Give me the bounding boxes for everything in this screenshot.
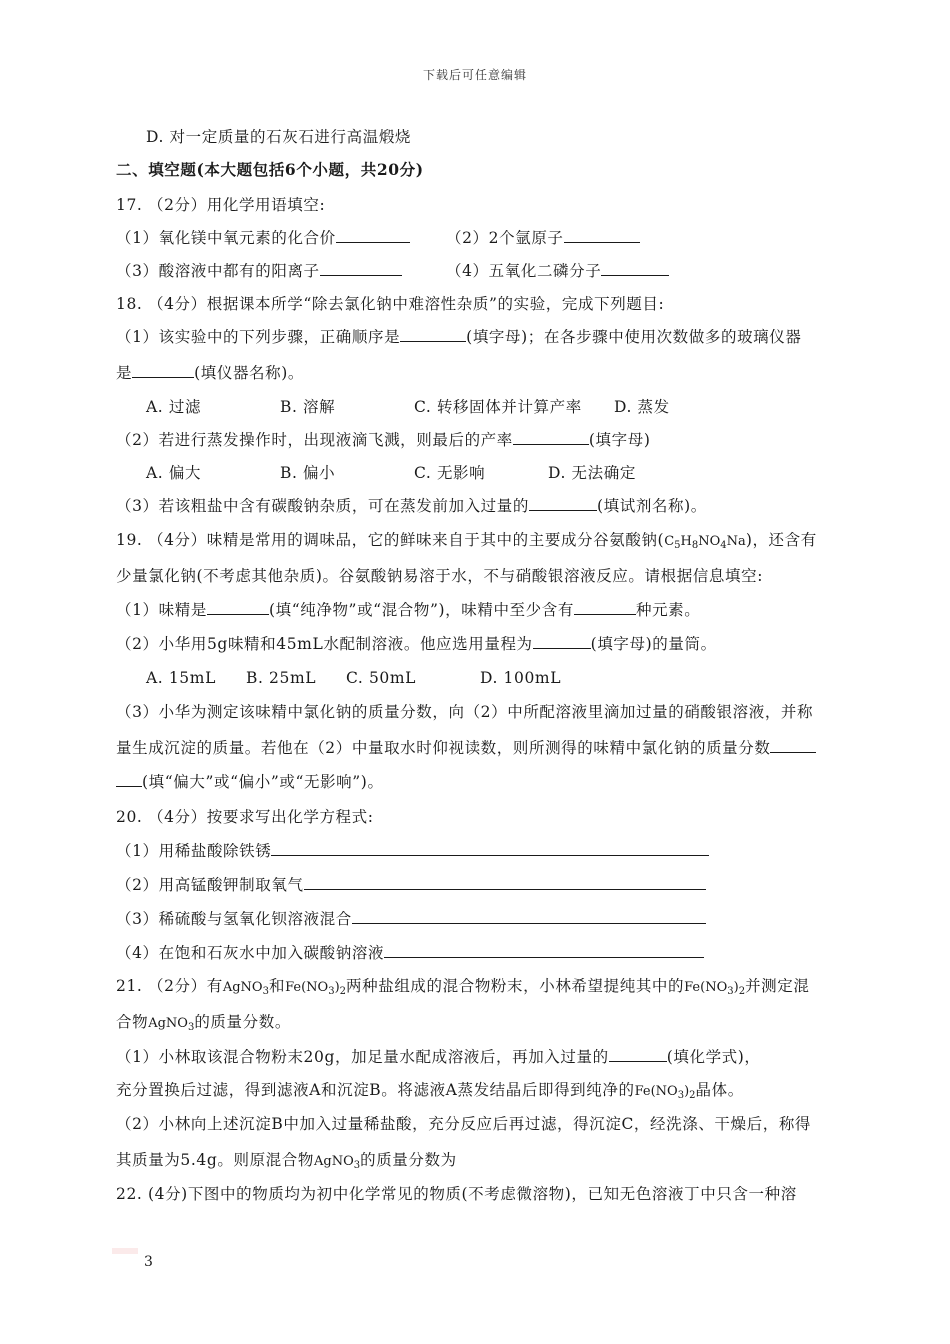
- q21-stem-text6: 的质量分数。: [194, 1013, 291, 1031]
- q19-option-b: B. 25mL: [246, 669, 317, 687]
- q21-part1-text3: 充分置换后过滤，得到滤液A和沉淀B。将滤液A蒸发结晶后即得到纯净的: [116, 1081, 635, 1099]
- formula-sub: 4: [720, 540, 727, 551]
- answer-blank[interactable]: [116, 771, 142, 787]
- answer-blank[interactable]: [601, 260, 669, 276]
- q22-stem: 22. (4分)下图中的物质均为初中化学常见的物质(不考虑微溶物)，已知无色溶液丁中只含一种溶: [116, 1185, 797, 1203]
- formula-feno3: [285, 980, 346, 995]
- formula-sub: 3: [187, 1022, 195, 1033]
- formula-sub: 8: [691, 540, 699, 551]
- q18-part2-text2: (填字母): [588, 431, 651, 449]
- q18-part2: [116, 429, 650, 451]
- answer-line[interactable]: [271, 840, 709, 856]
- answer-line[interactable]: [384, 942, 704, 958]
- formula-part: Fe(NO: [684, 980, 728, 995]
- answer-blank[interactable]: [336, 227, 410, 243]
- q18-part1: [116, 326, 801, 348]
- q18-part3: [116, 495, 707, 517]
- q20-part4-text: （4）在饱和石灰水中加入碳酸钠溶液: [116, 944, 385, 962]
- q17-part2: [446, 227, 640, 249]
- formula-agno3: [314, 1154, 360, 1169]
- page-header: 下载后可任意编辑: [422, 68, 527, 82]
- answer-blank[interactable]: [564, 227, 640, 243]
- q19-part1-text: （1）味精是: [116, 601, 207, 619]
- q21-stem-text2: 和: [268, 977, 286, 995]
- formula-agno3: [223, 980, 269, 995]
- formula-feno3: [635, 1084, 696, 1099]
- q21-stem-text5: 合物: [116, 1013, 149, 1031]
- q18-stem: 18. （4分）根据课本所学“除去氯化钠中难溶性杂质”的实验，完成下列题目:: [116, 295, 665, 313]
- formula-sub: 3: [727, 986, 734, 997]
- q21-part2-text2: 的质量分数为: [360, 1151, 457, 1169]
- q18-part1-cont: [116, 362, 304, 384]
- q20-part1-text: （1）用稀盐酸除铁锈: [116, 842, 272, 860]
- answer-blank[interactable]: [207, 599, 269, 615]
- formula-part: ): [334, 980, 340, 995]
- q17-part4: [446, 260, 669, 282]
- section-title: 二、填空题(本大题包括6个小题，共20分): [116, 160, 424, 179]
- q17-part1: [116, 227, 410, 249]
- formula-part: AgNO: [148, 1016, 188, 1031]
- formula-sub: 2: [738, 986, 746, 997]
- q21-part1: [116, 1046, 761, 1068]
- formula-sub: 3: [328, 986, 335, 997]
- q18-part3-text2: (填试剂名称)。: [596, 497, 707, 515]
- q19-part1: [116, 599, 700, 621]
- q20-part1: [116, 840, 709, 862]
- formula-sub: 3: [262, 986, 269, 997]
- q21-part2-text: 其质量为5.4g。则原混合物: [116, 1151, 314, 1169]
- answer-blank[interactable]: [574, 599, 636, 615]
- q19-part3-text2: (填“偏大”或“偏小”或“无影响”)。: [142, 773, 384, 791]
- q21-stem: [116, 975, 809, 1003]
- q18-part3-text: （3）若该粗盐中含有碳酸钠杂质，可在蒸发前加入过量的: [116, 497, 529, 515]
- formula-agno3: [148, 1016, 194, 1031]
- q19-stem-text: 19. （4分）味精是常用的调味品，它的鲜味来自于其中的主要成分谷氨酸钠(: [116, 531, 665, 549]
- q21-stem-text4: 并测定混: [745, 977, 810, 995]
- q17-part4-text: （4）五氧化二磷分子: [446, 262, 602, 280]
- answer-blank[interactable]: [533, 633, 591, 649]
- q17-part3-text: （3）酸溶液中都有的阳离子: [116, 262, 320, 280]
- formula-msg: [664, 534, 746, 549]
- formula-part: NO: [698, 534, 721, 549]
- answer-blank[interactable]: [132, 362, 194, 378]
- q19-part3: （3）小华为测定该味精中氯化钠的质量分数，向（2）中所配溶液里滴加过量的硝酸银溶液，并称: [116, 703, 814, 721]
- q17-part2-text: （2）2个氩原子: [446, 229, 564, 247]
- q19-part1-text3: 种元素。: [635, 601, 701, 619]
- answer-blank[interactable]: [320, 260, 402, 276]
- q19-part2: [116, 633, 717, 655]
- q18-part2-text: （2）若进行蒸发操作时，出现液滴飞溅，则最后的产率: [116, 431, 513, 449]
- q18-2-option-b: B. 偏小: [280, 464, 336, 482]
- q19-part1-text2: (填“纯净物”或“混合物”)，味精中至少含有: [268, 601, 574, 619]
- formula-part: C: [664, 534, 675, 549]
- answer-blank[interactable]: [609, 1046, 667, 1062]
- q19-part2-text: （2）小华用5g味精和45mL水配制溶液。他应选用量程为: [116, 635, 533, 653]
- formula-feno3: [684, 980, 745, 995]
- q19-stem-text2: )，还含有: [745, 531, 817, 549]
- q21-stem-cont: [116, 1011, 291, 1039]
- formula-sub: 2: [339, 986, 347, 997]
- formula-sub: 3: [353, 1160, 361, 1171]
- q21-stem-text: 21. （2分）有: [116, 977, 223, 995]
- q18-option-d: D. 蒸发: [614, 398, 670, 416]
- formula-sub: 5: [674, 540, 681, 551]
- q21-part1-text4: 晶体。: [695, 1081, 744, 1099]
- formula-part: Na: [726, 534, 746, 549]
- q21-part2-cont: [116, 1149, 457, 1177]
- formula-part: Fe(NO: [285, 980, 329, 995]
- formula-part: AgNO: [313, 1154, 354, 1169]
- q17-part3: [116, 260, 402, 282]
- q19-option-c: C. 50mL: [346, 669, 417, 687]
- q16-option-d: D. 对一定质量的石灰石进行高温煅烧: [146, 128, 412, 146]
- q20-part4: [116, 942, 704, 964]
- page-number: 3: [144, 1254, 153, 1270]
- q21-part1-text: （1）小林取该混合物粉末20g，加足量水配成溶液后，再加入过量的: [116, 1048, 609, 1066]
- formula-part: ): [684, 1084, 690, 1099]
- q20-part2: [116, 874, 706, 896]
- answer-blank[interactable]: [770, 737, 816, 753]
- q18-part1-text: （1）该实验中的下列步骤，正确顺序是: [116, 328, 401, 346]
- q18-option-c: C. 转移固体并计算产率: [414, 398, 582, 416]
- answer-blank[interactable]: [529, 495, 597, 511]
- answer-line[interactable]: [352, 908, 706, 924]
- q19-part3-cont: [116, 737, 816, 759]
- formula-part: AgNO: [222, 980, 263, 995]
- formula-sub: 3: [677, 1090, 685, 1101]
- q20-part2-text: （2）用高锰酸钾制取氧气: [116, 876, 304, 894]
- q18-2-option-d: D. 无法确定: [548, 464, 636, 482]
- q18-part1-text3: 是: [116, 364, 133, 382]
- q20-stem: 20. （4分）按要求写出化学方程式:: [116, 808, 374, 826]
- q17-stem: 17. （2分）用化学用语填空:: [116, 196, 326, 214]
- formula-part: Fe(NO: [634, 1084, 678, 1099]
- q20-part3: [116, 908, 706, 930]
- q18-2-option-a: A. 偏大: [146, 464, 202, 482]
- q21-part1-cont: [116, 1079, 744, 1107]
- page-mark: [112, 1248, 138, 1254]
- q19-option-a: A. 15mL: [146, 669, 216, 687]
- formula-part: ): [733, 980, 739, 995]
- q18-option-a: A. 过滤: [146, 398, 202, 416]
- answer-blank[interactable]: [400, 326, 466, 342]
- formula-part: H: [680, 534, 692, 549]
- q19-part2-text2: (填字母)的量筒。: [590, 635, 717, 653]
- answer-line[interactable]: [304, 874, 706, 890]
- q21-stem-text3: 两种盐组成的混合物粉末，小林希望提纯其中的: [346, 977, 685, 995]
- q18-option-b: B. 溶解: [280, 398, 336, 416]
- q18-2-option-c: C. 无影响: [414, 464, 486, 482]
- answer-blank[interactable]: [513, 429, 589, 445]
- formula-sub: 2: [689, 1090, 696, 1101]
- q21-part2: （2）小林向上述沉淀B中加入过量稀盐酸，充分反应后再过滤，得沉淀C，经洗涤、干燥后，称得: [116, 1115, 812, 1133]
- q19-part3-end: [116, 771, 384, 793]
- q19-option-d: D. 100mL: [480, 669, 562, 687]
- q19-stem-cont: 少量氯化钠(不考虑其他杂质)。谷氨酸钠易溶于水，不与硝酸银溶液反应。请根据信息填空:: [116, 567, 764, 585]
- q20-part3-text: （3）稀硫酸与氢氧化钡溶液混合: [116, 910, 352, 928]
- q18-part1-text2: (填字母)；在各步骤中使用次数做多的玻璃仪器: [466, 328, 802, 346]
- q21-part1-text2: (填化学式)，: [666, 1048, 761, 1066]
- q19-stem: [116, 529, 817, 557]
- q18-part1-text4: (填仪器名称)。: [194, 364, 305, 382]
- q19-part3-text: 量生成沉淀的质量。若他在（2）中量取水时仰视读数，则所测得的味精中氯化钠的质量分数: [116, 739, 771, 757]
- q17-part1-text: （1）氧化镁中氧元素的化合价: [116, 229, 336, 247]
